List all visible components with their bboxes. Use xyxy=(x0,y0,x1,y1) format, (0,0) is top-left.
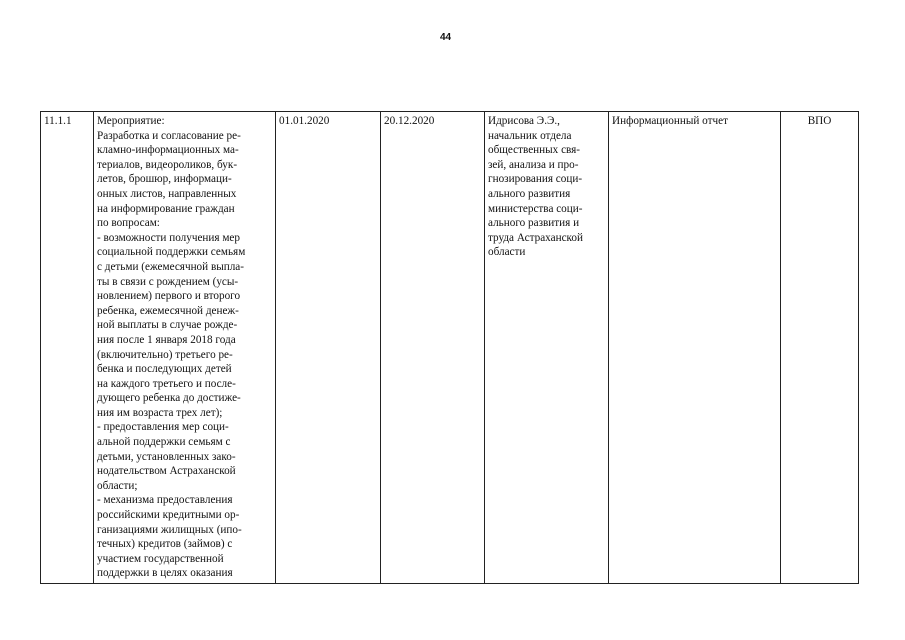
measures-table xyxy=(40,111,859,584)
start-date-cell xyxy=(276,112,381,584)
report-type: Информационный отчет xyxy=(612,115,728,127)
description-line: онных листов, направленных xyxy=(97,187,237,200)
description-line: ния им возраста трех лет); xyxy=(97,406,223,419)
description-line: бенка и последующих детей xyxy=(97,363,232,376)
description-line: кламно-информационных ма- xyxy=(97,144,239,157)
description-line: новлением) первого и второго xyxy=(97,290,241,303)
responsible-line: Идрисова Э.Э., xyxy=(488,115,560,127)
description-line: течных) кредитов (займов) с xyxy=(97,538,233,551)
table-row xyxy=(41,112,859,584)
description-line: Разработка и согласование ре- xyxy=(97,129,241,142)
description-line: летов, брошюр, информаци- xyxy=(97,173,232,186)
description-line: поддержки в целях оказания xyxy=(97,567,233,580)
responsible-cell xyxy=(485,112,609,584)
page-number: 44 xyxy=(440,32,452,43)
responsible-line: общественных свя- xyxy=(488,144,581,157)
description-line: участием государственной xyxy=(97,552,224,565)
description-cell xyxy=(94,112,276,584)
description-line: териалов, видеороликов, бук- xyxy=(97,158,238,171)
description-line: Мероприятие: xyxy=(97,115,165,127)
start-date: 01.01.2020 xyxy=(279,115,330,127)
description-line: на каждого третьего и после- xyxy=(97,377,236,390)
responsible-line: гнозирования соци- xyxy=(488,173,583,186)
report-type-cell xyxy=(609,112,781,584)
responsible-line: ального развития xyxy=(488,187,571,200)
description-line: ной выплаты в случае рожде- xyxy=(97,319,238,332)
end-date: 20.12.2020 xyxy=(384,115,435,127)
description-line: дующего ребенка до достиже- xyxy=(97,392,241,405)
description-line: российскими кредитными ор- xyxy=(97,509,240,522)
description-line: с детьми (ежемесячной выпла- xyxy=(97,260,244,273)
responsible-line: области xyxy=(488,246,526,259)
description-line: на информирование граждан xyxy=(97,202,235,215)
item-number: 11.1.1 xyxy=(44,115,72,127)
description-line: ребенка, ежемесячной денеж- xyxy=(97,304,239,317)
description-line: нодательством Астраханской xyxy=(97,465,236,478)
description-line: альной поддержки семьям с xyxy=(97,436,231,449)
description-line: (включительно) третьего ре- xyxy=(97,348,233,361)
responsible-line: министерства соци- xyxy=(488,202,583,215)
end-date-cell xyxy=(381,112,485,584)
description-line: ты в связи с рождением (усы- xyxy=(97,275,239,288)
description-line: детьми, установленных зако- xyxy=(97,450,236,463)
responsible-line: зей, анализа и про- xyxy=(488,158,579,171)
item-number-cell xyxy=(41,112,94,584)
responsible-line: ального развития и xyxy=(488,217,580,230)
description-line: - возможности получения мер xyxy=(97,231,240,244)
description-line: социальной поддержки семьям xyxy=(97,246,246,259)
organization: ВПО xyxy=(807,115,832,127)
description-line: - механизма предоставления xyxy=(97,494,233,507)
description-line: - предоставления мер соци- xyxy=(97,421,229,434)
description-line: ганизациями жилищных (ипо- xyxy=(97,523,242,536)
description-line: ния после 1 января 2018 года xyxy=(97,333,236,346)
responsible-line: труда Астраханской xyxy=(488,231,583,244)
description-line: области; xyxy=(97,479,138,492)
responsible-line: начальник отдела xyxy=(488,129,572,142)
description-line: по вопросам: xyxy=(97,217,160,230)
organization-cell xyxy=(781,112,859,584)
